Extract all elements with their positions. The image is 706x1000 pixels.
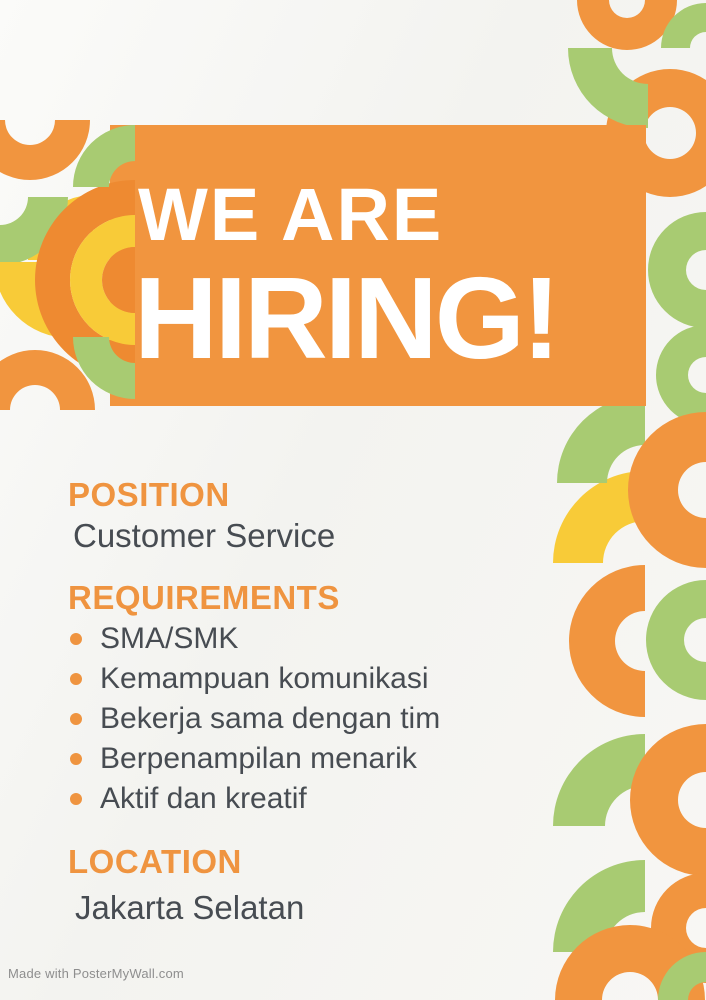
- requirements-heading: REQUIREMENTS: [68, 579, 340, 616]
- list-item: [70, 742, 440, 782]
- requirement-text: Aktif dan kreatif: [100, 782, 307, 815]
- bullet-icon: [70, 753, 82, 765]
- position-heading: POSITION: [68, 476, 230, 513]
- position-value: Customer Service: [73, 517, 336, 554]
- bullet-icon: [70, 793, 82, 805]
- requirement-text: Berpenampilan menarik: [100, 742, 417, 775]
- watermark: Made with PosterMyWall.com: [8, 966, 184, 981]
- location-heading: LOCATION: [68, 843, 242, 880]
- requirement-text: Bekerja sama dengan tim: [100, 702, 441, 735]
- requirement-text: SMA/SMK: [100, 622, 239, 655]
- banner-title-line2: HIRING!: [134, 253, 558, 383]
- bullet-icon: [70, 713, 82, 725]
- bullet-icon: [70, 673, 82, 685]
- list-item: [70, 782, 440, 822]
- banner-title-line1: WE ARE: [138, 173, 444, 256]
- requirements-list: [70, 622, 440, 822]
- requirement-text: Kemampuan komunikasi: [100, 662, 429, 695]
- list-item: [70, 702, 440, 742]
- list-item: [70, 662, 440, 702]
- list-item: [70, 622, 440, 662]
- location-value: Jakarta Selatan: [75, 889, 305, 926]
- bullet-icon: [70, 633, 82, 645]
